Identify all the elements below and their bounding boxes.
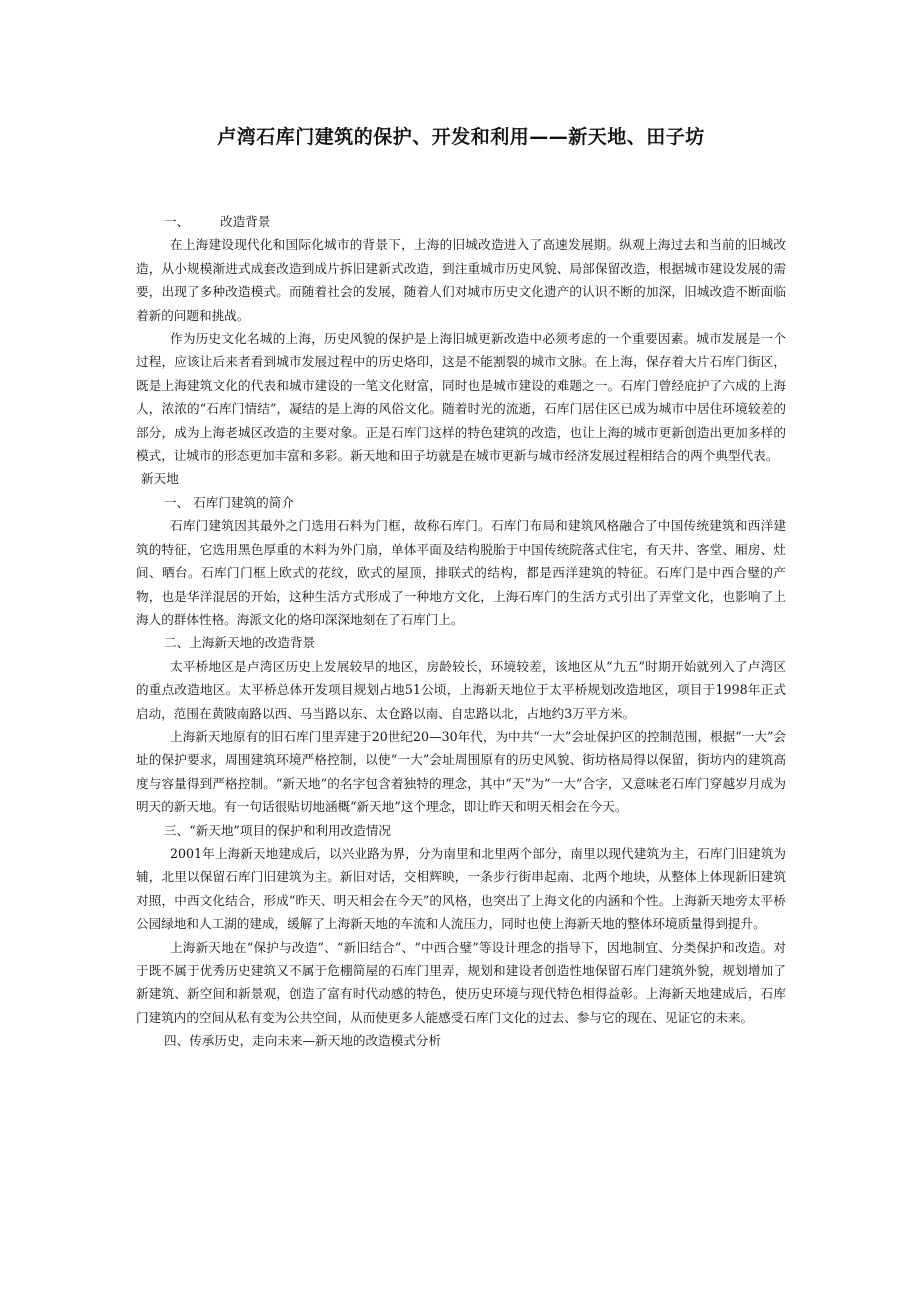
paragraph: 石库门建筑因其最外之门选用石料为门框，故称石库门。石库门布局和建筑风格融合了中国传统建筑和西洋建筑的特征，它选用黑色厚重的木料为外门扇，单体平面及结构脱胎于中国传统院落式住宅，有天井、客堂、厢房、灶间、晒台。石库门门框上欧式的花纹，欧式的屋顶，排联式的结构，都是西洋建筑的特征。石库门是中西合璧的产物，也是华洋混居的开始，这种生活方式形成了一种地方文化，上海石库门的生活方式引出了弄堂文化，也影响了上海人的群体性格。海派文化的烙印深深地刻在了石库门上。 bbox=[136, 518, 786, 627]
section-heading-protection: 三、“新天地”项目的保护和利用改造情况 bbox=[164, 822, 391, 838]
paragraph: 上海新天地原有的旧石库门里弄建于20世纪20—30年代，为中共“一大”会址保护区的控制范围，根据“一大”会址的保护要求，周围建筑环境严格控制，以使“一大”会址周围原有的历史风貌、街坊格局得以保留，街坊内的建筑高度与容量得到严格控制。“新天地”的名字包含着独特的理念，其中“天”为“一大”合字，又意味老石库门穿越岁月成为明天的新天地。有一句话很贴切地涵概“新天地”这个理念，即让昨天和明天相会在今天。 bbox=[136, 728, 786, 815]
paragraph: 上海新天地在“保护与改造”、“新旧结合”、“中西合璧”等设计理念的指导下，因地制宜、分类保护和改造。对于既不属于优秀历史建筑又不属于危棚简屋的石库门里弄，规划和建设者创造性地保留石库门建筑外貌，规划增加了新建筑、新空间和新景观，创造了富有时代动感的特色，使历史环境与现代特色相得益彰。上海新天地建成后，石库门建筑内的空间从私有变为公共空间，从而使更多人能感受石库门文化的过去、参与它的现在、见证它的未来。 bbox=[136, 939, 786, 1025]
section-heading-text: 改造背景 bbox=[220, 214, 271, 229]
section-number: 一、 bbox=[164, 214, 190, 229]
section-heading-background bbox=[136, 210, 786, 233]
paragraph: 2001年上海新天地建成后，以兴业路为界，分为南里和北里两个部分，南里以现代建筑为主，石库门旧建筑为辅，北里以保留石库门旧建筑为主。新旧对话，交相辉映，一条步行街串起南、北两个地块，从整体上体现新旧建筑对照，中西文化结合，形成“昨天、明天相会在今天”的风格，也突出了上海文化的内涵和个性。上海新天地旁太平桥公园绿地和人工湖的建成，缓解了上海新天地的车流和人流压力，同时也使上海新天地的整体环境质量得到提升。 bbox=[136, 845, 786, 932]
paragraph: 作为历史文化名城的上海，历史风貌的保护是上海旧城更新改造中必须考虑的一个重要因素。城市发展是一个过程，应该让后来者看到城市发展过程中的历史烙印，这是不能割裂的城市文脉。在上海，保存着大片石库门街区，既是上海建筑文化的代表和城市建设的一笔文化财富，同时也是城市建设的难题之一。石库门曾经庇护了六成的上海人，浓浓的“石库门情结”，凝结的是上海的风俗文化。随着时光的流逝，石库门居住区已成为城市中居住环境较差的部分，成为上海老城区改造的主要对象。正是石库门这样的特色建筑的改造，也让上海的城市更新创造出更加多样的模式，让城市的形态更加丰富和多彩。新天地和田子坊就是在城市更新与城市经济发展过程相结合的两个典型代表。 bbox=[136, 331, 786, 464]
section-heading-intro: 一、 石库门建筑的简介 bbox=[164, 494, 294, 510]
subtitle-xintiandi: 新天地 bbox=[141, 471, 179, 487]
paragraph: 太平桥地区是卢湾区历史上发展较早的地区，房龄较长，环境较差，该地区从“九五”时期开始就列入了卢湾区的重点改造地区。太平桥总体开发项目规划占地51公顷，上海新天地位于太平桥规划改造地区，项目于1998年正式启动，范围在黄陂南路以西、马当路以东、太仓路以南、自忠路以北，占地约3万平方米。 bbox=[136, 658, 786, 721]
document-body bbox=[136, 210, 786, 1053]
document-title: 卢湾石库门建筑的保护、开发和利用——新天地、田子坊 bbox=[217, 126, 705, 148]
paragraph: 在上海建设现代化和国际化城市的背景下，上海的旧城改造进入了高速发展期。纵观上海过去和当前的旧城改造，从小规模渐进式成套改造到成片拆旧建新式改造，到注重城市历史风貌、局部保留改造，根据城市建设发展的需要，出现了多种改造模式。而随着社会的发展，随着人们对城市历史文化遗产的认识不断的加深，旧城改造不断面临着新的问题和挑战。 bbox=[136, 237, 786, 323]
section-heading-analysis: 四、传承历史，走向未来—新天地的改造模式分析 bbox=[164, 1033, 442, 1049]
section-heading-renovation-background: 二、上海新天地的改造背景 bbox=[164, 635, 316, 651]
document-page bbox=[136, 0, 786, 1053]
